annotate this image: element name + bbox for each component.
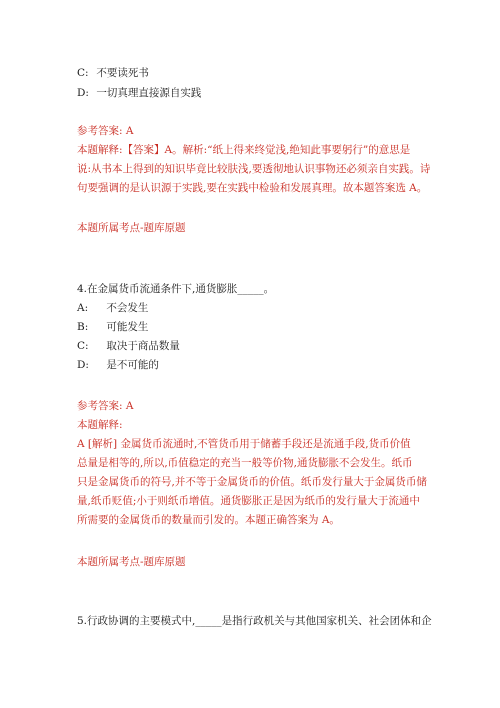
- q4-option-b: [77, 320, 148, 334]
- q4-option-a: [77, 301, 148, 315]
- q4-option-b-text: 可能发生: [106, 321, 149, 333]
- q4-option-c: [77, 339, 180, 353]
- q3-source: 本题所属考点-题库原题: [77, 222, 186, 234]
- q5-question: 5.行政协调的主要模式中,_____是指行政机关与其他国家机关、社会团体和企: [77, 615, 432, 627]
- q3-option-d: [77, 86, 201, 100]
- q3-option-c-text: 不要读死书: [96, 67, 149, 79]
- q4-option-a-text: 不会发生: [106, 302, 149, 314]
- q4-option-c-text: 取决于商品数量: [106, 340, 180, 352]
- q3-explanation-line: 本题解释:【答案】A。解析:“纸上得来终觉浅,绝知此事要躬行”的意思是: [77, 144, 411, 156]
- q4-explanation-header: 本题解释:: [77, 419, 123, 431]
- q3-option-d-text: 一切真理直接源自实践: [96, 87, 202, 99]
- q3-answer: 参考答案: A: [77, 125, 134, 137]
- q3-option-d-letter: D:: [77, 87, 89, 99]
- q3-explanation-line: 说:从书本上得到的知识毕竟比较肤浅,要透彻地认识事物还必须亲自实践。诗: [77, 163, 431, 175]
- q4-explanation-line: 总量是相等的,所以,币值稳定的充当一般等价物,通货膨胀不会发生。纸币: [77, 457, 413, 469]
- q4-option-b-letter: B:: [77, 321, 89, 333]
- q4-source: 本题所属考点-题库原题: [77, 556, 186, 568]
- q4-question: 4.在金属货币流通条件下,通货膨胀_____。: [77, 283, 275, 295]
- q4-explanation-line: 量,纸币贬值;小于则纸币增值。通货膨胀正是因为纸币的发行量大于流通中: [77, 495, 420, 507]
- q4-option-c-letter: C:: [77, 340, 89, 352]
- q4-explanation-line: A [解析] 金属货币流通时,不管货币用于储蓄手段还是流通手段,货币价值: [77, 438, 411, 450]
- q4-answer: 参考答案: A: [77, 400, 134, 412]
- q3-explanation-line: 句要强调的是认识源于实践,要在实践中检验和发展真理。故本题答案选 A。: [77, 182, 428, 194]
- q4-explanation-line: 只是金属货币的符号,并不等于金属货币的价值。纸币发行量大于金属货币储: [77, 476, 427, 488]
- q4-option-a-letter: A:: [77, 302, 89, 314]
- q4-option-d: [77, 358, 159, 372]
- q4-option-d-text: 是不可能的: [106, 359, 159, 371]
- q4-option-d-letter: D:: [77, 359, 89, 371]
- q3-option-c-letter: C:: [77, 67, 89, 79]
- q3-option-c: [77, 66, 149, 80]
- q4-explanation-line: 所需要的金属货币的数量而引发的。本题正确答案为 A。: [77, 514, 340, 526]
